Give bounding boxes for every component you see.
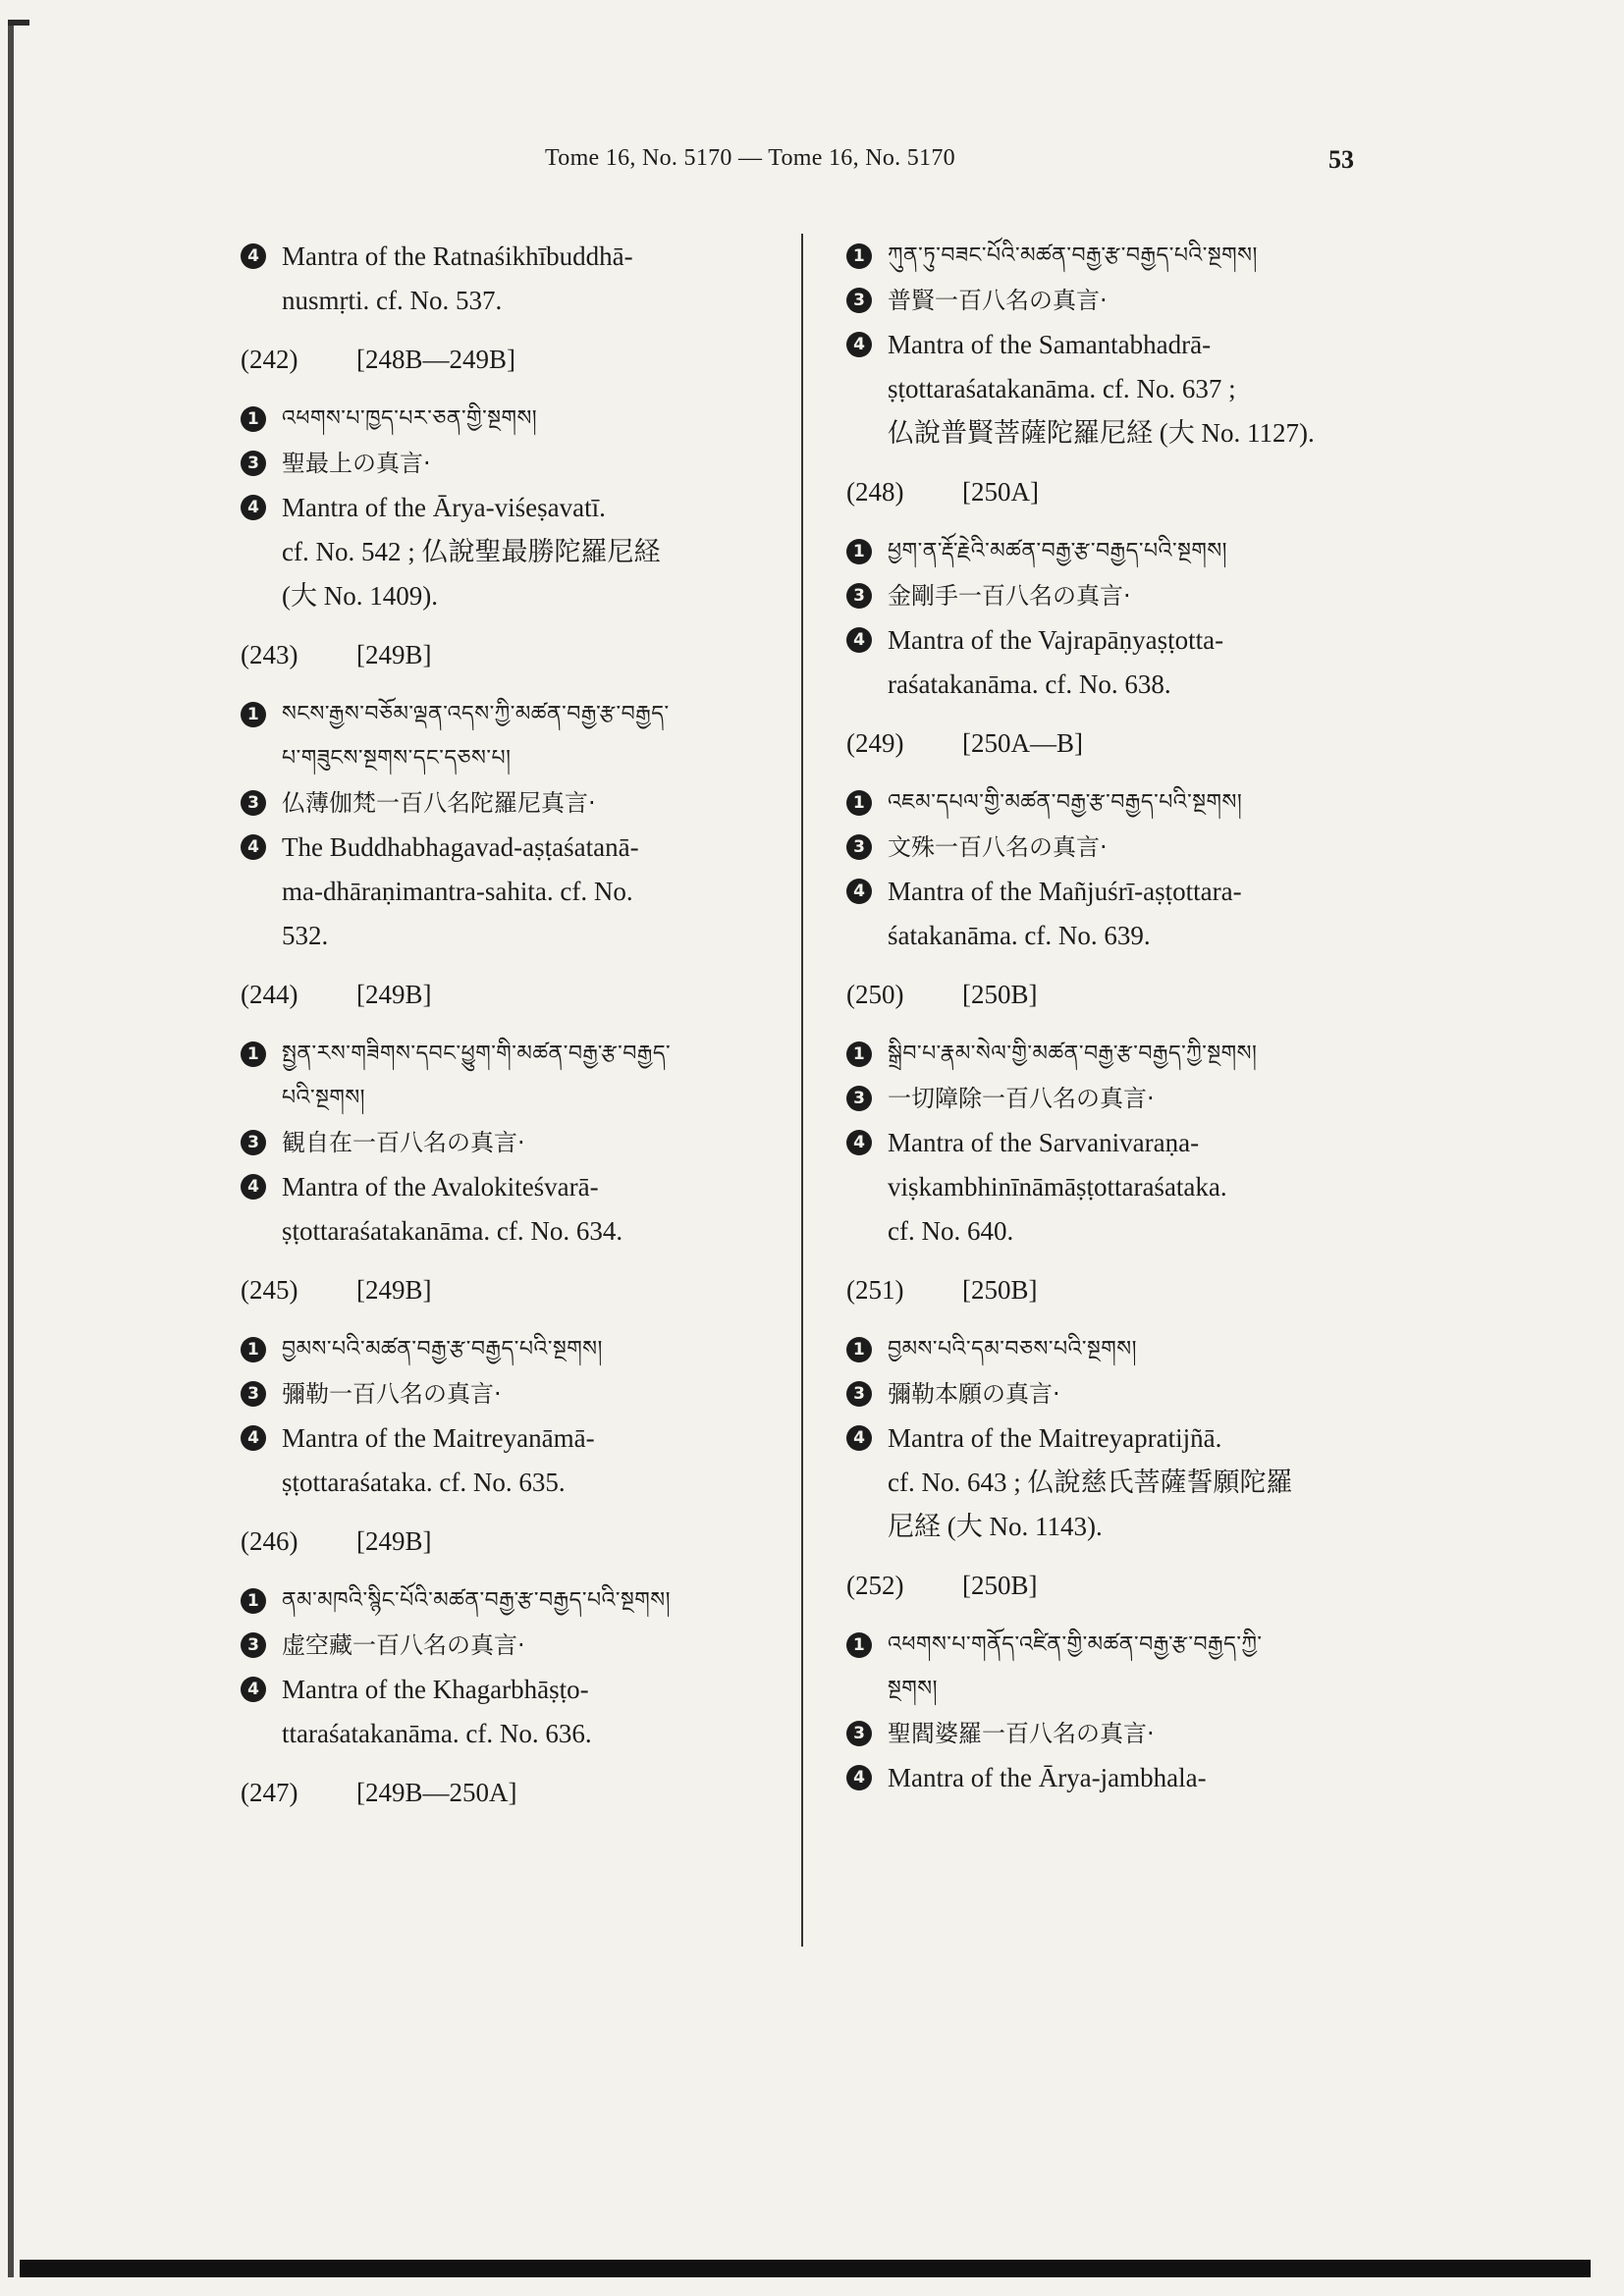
japanese-text: 聖最上の真言·	[282, 450, 431, 477]
japanese-text: 文殊一百八名の真言·	[888, 833, 1108, 861]
english-text: Mantra of the Avalokiteśvarā-	[282, 1172, 599, 1201]
tibetan-marker-icon: 1	[846, 1632, 872, 1658]
folio-reference: [250B]	[962, 1275, 1038, 1305]
english-text: cf. No. 643 ; 仏說慈氏菩薩誓願陀羅	[888, 1468, 1293, 1497]
english-marker-icon: 4	[846, 627, 872, 653]
scan-bottom-edge	[20, 2260, 1591, 2277]
english-line	[846, 1166, 1396, 1207]
english-marker-icon: 4	[241, 243, 266, 269]
tibetan-text: སྒྲིབ་པ་རྣམ་སེལ་གྱི་མཚན་བརྒྱ་རྩ་བརྒྱད་ཀྱི་སྔགས།	[888, 1041, 1258, 1066]
english-line	[241, 915, 790, 956]
japanese-line	[846, 1078, 1396, 1119]
tibetan-line	[846, 1669, 1396, 1710]
english-text: cf. No. 542 ; 仏說聖最勝陀羅尼経	[282, 537, 661, 566]
tibetan-text: འཇམ་དཔལ་གྱི་མཚན་བརྒྱ་རྩ་བརྒྱད་པའི་སྔགས།	[888, 790, 1243, 815]
folio-reference: [249B]	[356, 1526, 432, 1556]
english-text: Mantra of the Maitreyapratijñā.	[888, 1423, 1222, 1453]
english-marker-icon: 4	[241, 834, 266, 860]
english-marker-icon: 4	[846, 879, 872, 904]
tibetan-line	[241, 1034, 790, 1075]
folio-reference: [250A]	[962, 477, 1039, 507]
english-line	[846, 1757, 1396, 1798]
tibetan-line	[846, 1625, 1396, 1666]
english-text: viṣkambhinīnāmāṣṭottaraśataka.	[888, 1172, 1227, 1201]
english-marker-icon: 4	[241, 1174, 266, 1200]
entry-242	[241, 345, 790, 616]
english-text: ṣṭottaraśatakanāma. cf. No. 634.	[282, 1216, 623, 1246]
tibetan-line	[241, 1329, 790, 1370]
english-text: The Buddhabhagavad-aṣṭaśatanā-	[282, 832, 639, 862]
tibetan-text: པའི་སྔགས།	[282, 1086, 366, 1110]
tibetan-line	[241, 399, 790, 440]
tibetan-marker-icon: 1	[241, 1041, 266, 1067]
english-line	[241, 1462, 790, 1503]
english-text: Mantra of the Khagarbhāṣṭo-	[282, 1675, 589, 1704]
entry-number: (245)	[241, 1275, 298, 1305]
entry-heading	[241, 1275, 790, 1306]
tibetan-marker-icon: 1	[846, 539, 872, 564]
japanese-marker-icon: 3	[846, 1086, 872, 1111]
entry-252	[846, 1571, 1396, 1798]
japanese-marker-icon: 3	[846, 1721, 872, 1746]
tibetan-marker-icon: 1	[846, 1041, 872, 1067]
english-text: (大 No. 1409).	[282, 581, 438, 611]
folio-reference: [249B—250A]	[356, 1778, 517, 1807]
tibetan-line	[241, 738, 790, 779]
english-text: ṣṭottaraśatakanāma. cf. No. 637 ;	[888, 374, 1236, 403]
japanese-marker-icon: 3	[241, 1632, 266, 1658]
english-line	[846, 915, 1396, 956]
entry-number: (243)	[241, 640, 298, 669]
english-line	[241, 1713, 790, 1754]
english-line	[241, 1417, 790, 1459]
english-line	[846, 871, 1396, 912]
tibetan-line	[846, 1034, 1396, 1075]
entry-243	[241, 640, 790, 956]
right-column	[846, 236, 1396, 1822]
english-text: Mantra of the Ārya-jambhala-	[888, 1763, 1207, 1792]
entry-heading	[846, 477, 1396, 507]
english-text: ma-dhāraṇimantra-sahita. cf. No.	[282, 877, 633, 906]
tibetan-marker-icon: 1	[241, 1337, 266, 1362]
entry-heading	[846, 1275, 1396, 1306]
english-marker-icon: 4	[846, 1130, 872, 1155]
english-marker-icon: 4	[846, 332, 872, 357]
tibetan-text: ཕྱག་ན་རྡོ་རྗེའི་མཚན་བརྒྱ་རྩ་བརྒྱད་པའི་སྔགས།	[888, 539, 1228, 563]
english-line	[241, 487, 790, 528]
tibetan-line	[846, 236, 1396, 277]
entry-heading	[846, 980, 1396, 1010]
english-marker-icon: 4	[241, 495, 266, 520]
japanese-marker-icon: 3	[241, 1130, 266, 1155]
english-line	[846, 368, 1396, 409]
japanese-marker-icon: 3	[846, 834, 872, 860]
page-header	[0, 145, 1624, 185]
entry-number: (242)	[241, 345, 298, 374]
folio-reference: [249B]	[356, 640, 432, 669]
japanese-marker-icon: 3	[241, 451, 266, 476]
running-head: Tome 16, No. 5170 — Tome 16, No. 5170	[545, 145, 955, 171]
english-line	[241, 871, 790, 912]
tibetan-text: པ་གཟུངས་སྔགས་དང་དཅས་པ།	[282, 746, 512, 771]
english-line	[241, 1669, 790, 1710]
entry-244	[241, 980, 790, 1252]
entry-250	[846, 980, 1396, 1252]
entry-heading	[846, 1571, 1396, 1601]
english-line	[846, 664, 1396, 705]
column-divider	[801, 234, 803, 1947]
english-text: Mantra of the Ārya-viśeṣavatī.	[282, 493, 606, 522]
english-line	[241, 280, 790, 321]
tibetan-line	[241, 694, 790, 735]
folio-reference: [250B]	[962, 980, 1038, 1009]
english-text: Mantra of the Maitreyanāmā-	[282, 1423, 595, 1453]
entry-number: (244)	[241, 980, 298, 1009]
english-line	[846, 1462, 1396, 1503]
entry-number: (248)	[846, 477, 904, 507]
english-line	[846, 1417, 1396, 1459]
folio-reference: [250B]	[962, 1571, 1038, 1600]
english-text: śatakanāma. cf. No. 639.	[888, 921, 1151, 950]
entry-heading	[241, 980, 790, 1010]
left-column	[241, 236, 790, 1832]
tibetan-line	[846, 531, 1396, 572]
tibetan-text: འཕགས་པ་ཁྱད་པར་ཅན་གྱི་སྔགས།	[282, 406, 538, 431]
english-line	[241, 575, 790, 616]
english-marker-icon: 4	[241, 1425, 266, 1451]
english-line	[241, 827, 790, 868]
folio-reference: [248B—249B]	[356, 345, 515, 374]
tibetan-line	[846, 1329, 1396, 1370]
entry-251	[846, 1275, 1396, 1547]
english-text: ṣṭottaraśataka. cf. No. 635.	[282, 1468, 566, 1497]
english-text: cf. No. 640.	[888, 1216, 1014, 1246]
japanese-text: 虚空藏一百八名の真言·	[282, 1631, 525, 1659]
japanese-text: 金剛手一百八名の真言·	[888, 582, 1131, 610]
english-line	[241, 236, 790, 277]
entry-245	[241, 1275, 790, 1503]
entry-heading	[241, 1778, 790, 1808]
english-text: Mantra of the Sarvanivaraṇa-	[888, 1128, 1200, 1157]
tibetan-text: ནམ་མཁའི་སྙིང་པོའི་མཚན་བརྒྱ་རྩ་བརྒྱད་པའི་སྔགས།	[282, 1588, 672, 1613]
english-line	[241, 531, 790, 572]
english-line	[846, 1210, 1396, 1252]
english-line	[846, 619, 1396, 661]
english-marker-icon: 4	[846, 1425, 872, 1451]
folio-reference: [250A—B]	[962, 728, 1083, 758]
folio-reference: [249B]	[356, 1275, 432, 1305]
tibetan-text: སངས་རྒྱས་བཅོམ་ལྡན་འདས་ཀྱི་མཚན་བརྒྱ་རྩ་བརྒྱད་	[282, 702, 670, 726]
english-text: ttaraśatakanāma. cf. No. 636.	[282, 1719, 592, 1748]
english-line	[846, 324, 1396, 365]
tibetan-line	[241, 1580, 790, 1622]
japanese-text: 一切障除一百八名の真言·	[888, 1085, 1155, 1112]
tibetan-marker-icon: 1	[241, 702, 266, 727]
entry-number: (250)	[846, 980, 904, 1009]
japanese-line	[241, 1625, 790, 1666]
entry-number: (246)	[241, 1526, 298, 1556]
english-text: 尼経 (大 No. 1143).	[888, 1512, 1103, 1541]
japanese-line	[846, 1373, 1396, 1415]
japanese-marker-icon: 3	[846, 1381, 872, 1407]
tibetan-text: བྱམས་པའི་མཚན་བརྒྱ་རྩ་བརྒྱད་པའི་སྔགས།	[282, 1337, 603, 1362]
tibetan-marker-icon: 1	[846, 243, 872, 269]
entry-247	[241, 1778, 790, 1808]
tibetan-text: ཀུན་ཏུ་བཟང་པོའི་མཚན་བརྒྱ་རྩ་བརྒྱད་པའི་སྔགས།	[888, 243, 1258, 268]
tibetan-text: བྱམས་པའི་དམ་བཅས་པའི་སྔགས།	[888, 1337, 1138, 1362]
english-text: 仏說普賢菩薩陀羅尼経 (大 No. 1127).	[888, 418, 1315, 448]
entry-heading	[241, 1526, 790, 1557]
tibetan-marker-icon: 1	[241, 1588, 266, 1614]
entry-248	[846, 477, 1396, 705]
english-line	[846, 1506, 1396, 1547]
entry-number: (247)	[241, 1778, 298, 1807]
scan-corner-mark	[8, 20, 29, 26]
japanese-line	[846, 827, 1396, 868]
english-text: raśatakanāma. cf. No. 638.	[888, 669, 1171, 699]
english-text: Mantra of the Ratnaśikhībuddhā-	[282, 241, 633, 271]
english-line	[846, 1122, 1396, 1163]
japanese-text: 聖閻婆羅一百八名の真言·	[888, 1720, 1155, 1747]
tibetan-marker-icon: 1	[846, 1337, 872, 1362]
entry-intro	[241, 236, 790, 321]
japanese-line	[846, 575, 1396, 616]
japanese-line	[241, 443, 790, 484]
entry-247-cont	[846, 236, 1396, 454]
tibetan-marker-icon: 1	[846, 790, 872, 816]
japanese-text: 観自在一百八名の真言·	[282, 1129, 525, 1156]
tibetan-line	[241, 1078, 790, 1119]
entry-number: (249)	[846, 728, 904, 758]
tibetan-line	[846, 782, 1396, 824]
entry-heading	[846, 728, 1396, 759]
japanese-text: 仏薄伽梵一百八名陀羅尼真言·	[282, 789, 596, 817]
english-marker-icon: 4	[846, 1765, 872, 1790]
entry-heading	[241, 640, 790, 670]
tibetan-text: སྤྱན་རས་གཟིགས་དབང་ཕྱུག་གི་མཚན་བརྒྱ་རྩ་བརྒྱད་	[282, 1041, 672, 1066]
tibetan-text: སྔགས།	[888, 1677, 938, 1701]
japanese-marker-icon: 3	[241, 790, 266, 816]
entry-249	[846, 728, 1396, 956]
japanese-marker-icon: 3	[241, 1381, 266, 1407]
english-text: Mantra of the Samantabhadrā-	[888, 330, 1212, 359]
english-line	[241, 1166, 790, 1207]
english-marker-icon: 4	[241, 1677, 266, 1702]
japanese-line	[241, 1122, 790, 1163]
tibetan-marker-icon: 1	[241, 406, 266, 432]
entry-number: (251)	[846, 1275, 904, 1305]
japanese-marker-icon: 3	[846, 583, 872, 609]
entry-heading	[241, 345, 790, 375]
english-text: Mantra of the Vajrapāṇyaṣṭotta-	[888, 625, 1224, 655]
japanese-text: 彌勒本願の真言·	[888, 1380, 1060, 1408]
scan-left-edge	[8, 20, 14, 2277]
tibetan-text: འཕགས་པ་གནོད་འཛིན་གྱི་མཚན་བརྒྱ་རྩ་བརྒྱད་ཀྱི་	[888, 1632, 1263, 1657]
entry-246	[241, 1526, 790, 1754]
folio-reference: [249B]	[356, 980, 432, 1009]
english-line	[846, 412, 1396, 454]
page-number: 53	[1328, 145, 1354, 174]
english-line	[241, 1210, 790, 1252]
japanese-line	[846, 280, 1396, 321]
japanese-line	[241, 782, 790, 824]
japanese-text: 彌勒一百八名の真言·	[282, 1380, 502, 1408]
english-text: 532.	[282, 921, 329, 950]
japanese-text: 普賢一百八名の真言·	[888, 287, 1108, 314]
english-text: nusmṛti. cf. No. 537.	[282, 286, 503, 315]
japanese-line	[846, 1713, 1396, 1754]
english-text: Mantra of the Mañjuśrī-aṣṭottara-	[888, 877, 1242, 906]
japanese-line	[241, 1373, 790, 1415]
entry-number: (252)	[846, 1571, 904, 1600]
japanese-marker-icon: 3	[846, 288, 872, 313]
